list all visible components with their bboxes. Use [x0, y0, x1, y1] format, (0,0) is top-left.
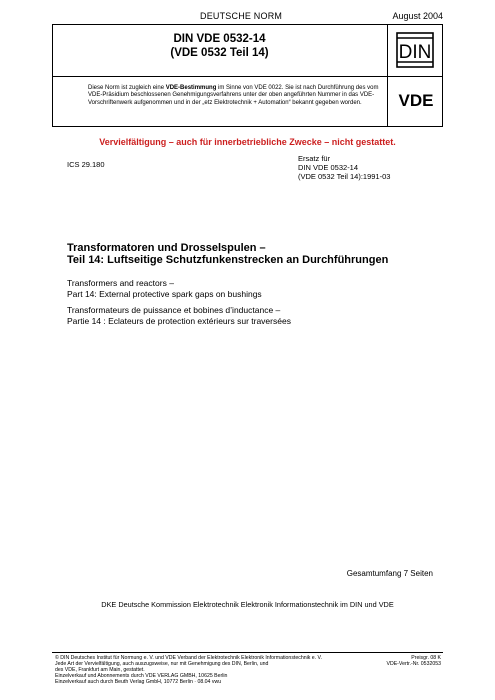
- din-logo-icon: [396, 32, 434, 68]
- replacement-doc-alt: (VDE 0532 Teil 14):1991-03: [298, 172, 391, 181]
- title-german-line1: Transformatoren und Drosselspulen –: [67, 242, 266, 254]
- title-german-line2: Teil 14: Luftseitige Schutzfunkenstrecken an Durchführungen: [67, 254, 389, 266]
- document-number-alt: (VDE 0532 Teil 14): [170, 47, 269, 59]
- norm-type-header: DEUTSCHE NORM: [200, 11, 283, 21]
- title-english-line1: Transformers and reactors –: [67, 278, 174, 288]
- title-french-line2: Partie 14 : Eclateurs de protection extérieurs sur traversées: [67, 316, 291, 326]
- bottom-rule: [52, 652, 443, 653]
- footer-line: des VDE, Frankfurt am Main, gestattet.: [55, 667, 145, 674]
- price-group: Preisgr. 08 K: [411, 655, 441, 661]
- total-pages: Gesamtumfang 7 Seiten: [346, 569, 433, 578]
- title-french-line1: Transformateurs de puissance et bobines d’inductance –: [67, 305, 281, 315]
- vde-notice: Diese Norm ist zugleich eine VDE-Bestimmung im Sinne von VDE 0022. Sie ist nach Durchführung des vom VDE-Präsidium beschlossenen Genehmigungsverfahrens unter der oben angeführten Nummer in das VDE-Vorschriftenwerk aufgenommen und in der „etz Elektrotechnik + Automation“ bekannt gegeben worden.: [88, 85, 379, 106]
- title-box-divider-horizontal: [52, 76, 443, 77]
- dke-commission: DKE Deutsche Kommission Elektrotechnik Elektronik Informationstechnik im DIN und VDE: [101, 600, 394, 609]
- title-english-line2: Part 14: External protective spark gaps on bushings: [67, 289, 262, 299]
- publication-date: August 2004: [392, 11, 443, 21]
- vde-order-number: VDE-Vertr.-Nr. 0532053: [386, 661, 441, 667]
- replacement-doc: DIN VDE 0532-14: [298, 163, 359, 172]
- ics-code: ICS 29.180: [67, 160, 105, 169]
- replacement-label: Ersatz für: [298, 154, 331, 163]
- replacement-info: [298, 154, 390, 181]
- copyright-footer: [55, 655, 385, 685]
- vde-logo-icon: [394, 90, 438, 110]
- vde-notice-bold: VDE-Bestimmung: [165, 85, 217, 91]
- footer-line: © DIN Deutsches Institut für Normung e. V. und VDE Verband der Elektrotechnik Elektronik Informationstechnik e. V.: [55, 655, 322, 661]
- footer-line: Einzelverkauf auch durch Beuth Verlag GmbH, 10772 Berlin · 08.04 vwu: [55, 679, 222, 686]
- vde-logo-text: VDE: [398, 91, 434, 110]
- copy-warning: Vervielfältigung – auch für innerbetriebliche Zwecke – nicht gestattet.: [99, 137, 396, 147]
- footer-line: Jede Art der Vervielfältigung, auch auszugsweise, nur mit Genehmigung des DIN, Berlin, und: [55, 661, 269, 668]
- document-number: DIN VDE 0532-14: [173, 33, 266, 45]
- footer-line: Einzelverkauf und Abonnements durch VDE VERLAG GMBH, 10625 Berlin: [55, 673, 228, 680]
- din-logo-text: DIN: [398, 42, 432, 63]
